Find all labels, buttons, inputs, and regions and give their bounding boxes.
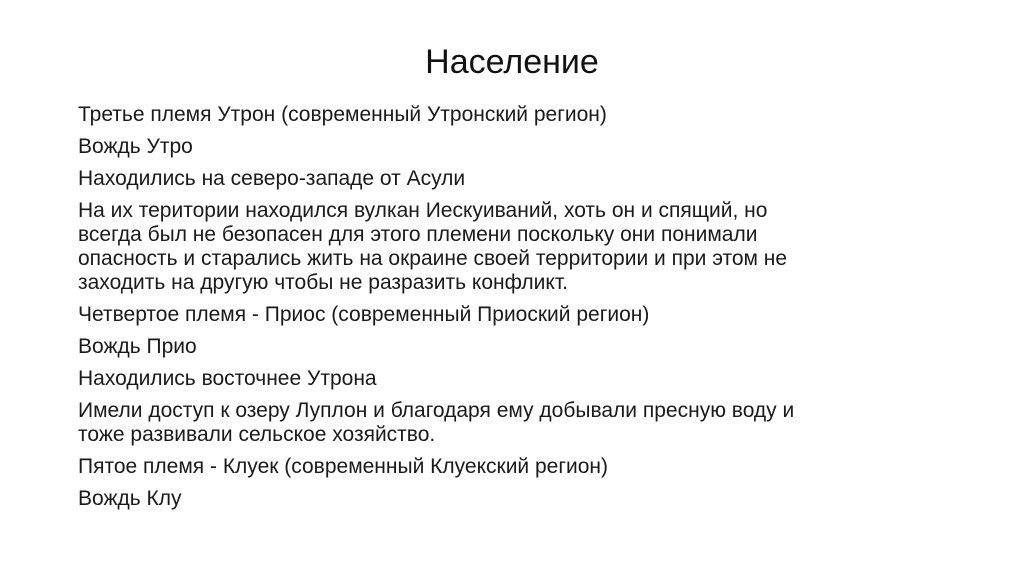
paragraph-line: Вождь Утро [78,135,193,158]
paragraph-line: Четвертое племя - Приос (современный Приоский регион) [78,303,650,326]
paragraph-line: Находились восточнее Утрона [78,367,377,390]
paragraph-line: тоже развивали сельское хозяйство. [78,423,436,446]
body-text-list [78,103,978,519]
paragraph-9 [78,455,978,479]
paragraph-1 [78,103,978,127]
paragraph-line: Пятое племя - Клуек (современный Клуекский регион) [78,455,609,478]
paragraph-line: На их територии находился вулкан Иескуиваний, хоть он и спящий, но [78,199,768,222]
paragraph-line: Находились на северо-западе от Асули [78,167,466,190]
paragraph-line: всегда был не безопасен для этого племени поскольку они понимали [78,223,758,246]
paragraph-line: Третье племя Утрон (современный Утронский регион) [78,103,607,126]
paragraph-8 [78,399,978,447]
paragraph-6 [78,335,978,359]
paragraph-line: Имели доступ к озеру Луплон и благодаря ему добывали пресную воду и [78,399,795,422]
paragraph-3 [78,167,978,191]
paragraph-5 [78,303,978,327]
paragraph-7 [78,367,978,391]
paragraph-4 [78,199,978,295]
paragraph-2 [78,135,978,159]
slide-title: Население [425,43,599,81]
paragraph-line: Вождь Прио [78,335,197,358]
paragraph-10 [78,487,978,511]
paragraph-line: опасность и старались жить на окраине своей территории и при этом не [78,247,788,270]
paragraph-line: Вождь Клу [78,487,182,510]
paragraph-line: заходить на другую чтобы не разразить конфликт. [78,271,568,294]
